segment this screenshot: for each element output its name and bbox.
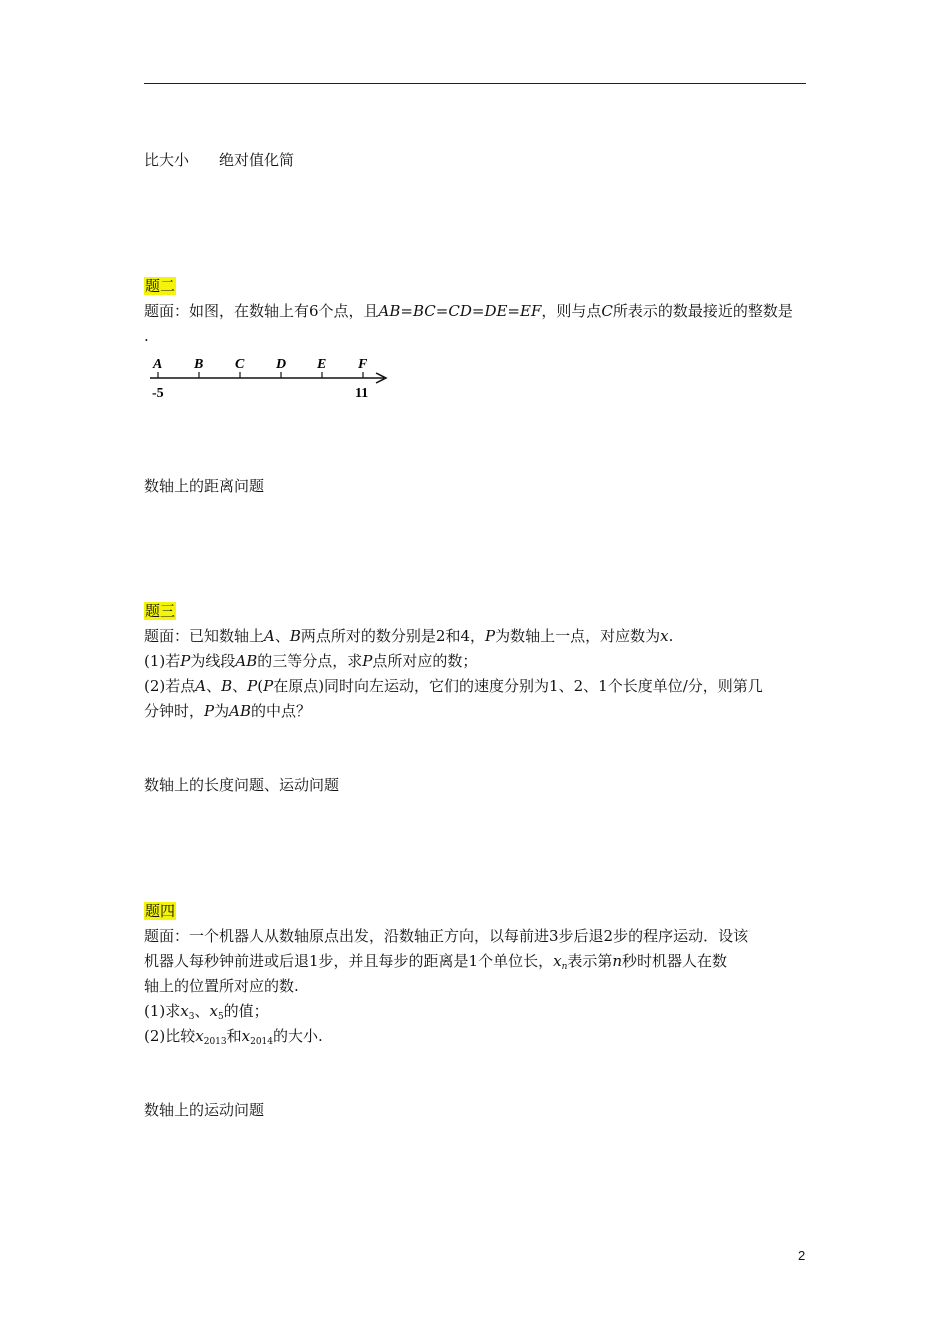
axis-point-label-c: C xyxy=(235,357,245,372)
question-4-title xyxy=(144,901,176,921)
question-3-part2: (2)若点A、B、P(P在原点)同时向左运动，它们的速度分别为1、2、1个长度单位/分，则第几 xyxy=(144,677,763,695)
question-3-part2-cont: 分钟时，P为AB的中点？ xyxy=(144,702,311,720)
question-4-part2: (2)比较$x_{2013}$和$x_{2014}$的大小. xyxy=(144,1027,323,1047)
question-3-part1: (1)若P为线段AB的三等分点，求P点所对应的数； xyxy=(144,652,478,670)
question-3-title xyxy=(144,601,176,621)
axis-point-label-a: A xyxy=(153,357,163,372)
axis-right-value: 11 xyxy=(355,386,369,400)
question-title-highlight: 题三 xyxy=(145,602,176,620)
question-3-tag: 数轴上的长度问题、运动问题 xyxy=(144,776,340,794)
number-line-figure xyxy=(144,350,404,400)
question-2-stem: 题面：如图，在数轴上有6个点，且AB=BC=CD=DE=EF，则与点C所表示的数最接近的整数是 xyxy=(144,302,793,320)
question-4-tag: 数轴上的运动问题 xyxy=(144,1101,265,1119)
question-3-stem: 题面：已知数轴上A、B两点所对的数分别是2和4，P为数轴上一点，对应数为x. xyxy=(144,627,674,645)
axis-point-label-d: D xyxy=(276,357,287,372)
question-2-stem-end: . xyxy=(144,327,149,345)
question-title-highlight: 题二 xyxy=(145,277,176,295)
axis-left-value: -5 xyxy=(152,386,164,400)
topic-tags: 比大小 绝对值化简 xyxy=(144,151,295,169)
question-2-tag: 数轴上的距离问题 xyxy=(144,477,265,495)
question-4-stem-end: 轴上的位置所对应的数. xyxy=(144,977,299,995)
page-number: 2 xyxy=(798,1248,806,1263)
question-title-highlight: 题四 xyxy=(145,902,176,920)
question-4-part1: (1)求$x_3$、$x_5$的值； xyxy=(144,1002,269,1022)
axis-point-label-e: E xyxy=(317,357,327,372)
axis-point-labels xyxy=(152,357,368,372)
axis-point-label-b: B xyxy=(194,357,204,372)
question-2-title xyxy=(144,276,176,296)
axis-ticks xyxy=(158,372,363,378)
question-4-stem: 题面：一个机器人从数轴原点出发，沿数轴正方向，以每前进3步后退2步的程序运动．设该 xyxy=(144,927,749,945)
axis-point-label-f: F xyxy=(358,357,368,372)
question-4-stem-cont: 机器人每秒钟前进或后退1步，并且每步的距离是1个单位长，$x_n$表示第n秒时机器人在数 xyxy=(144,952,728,972)
header-rule xyxy=(144,83,806,84)
